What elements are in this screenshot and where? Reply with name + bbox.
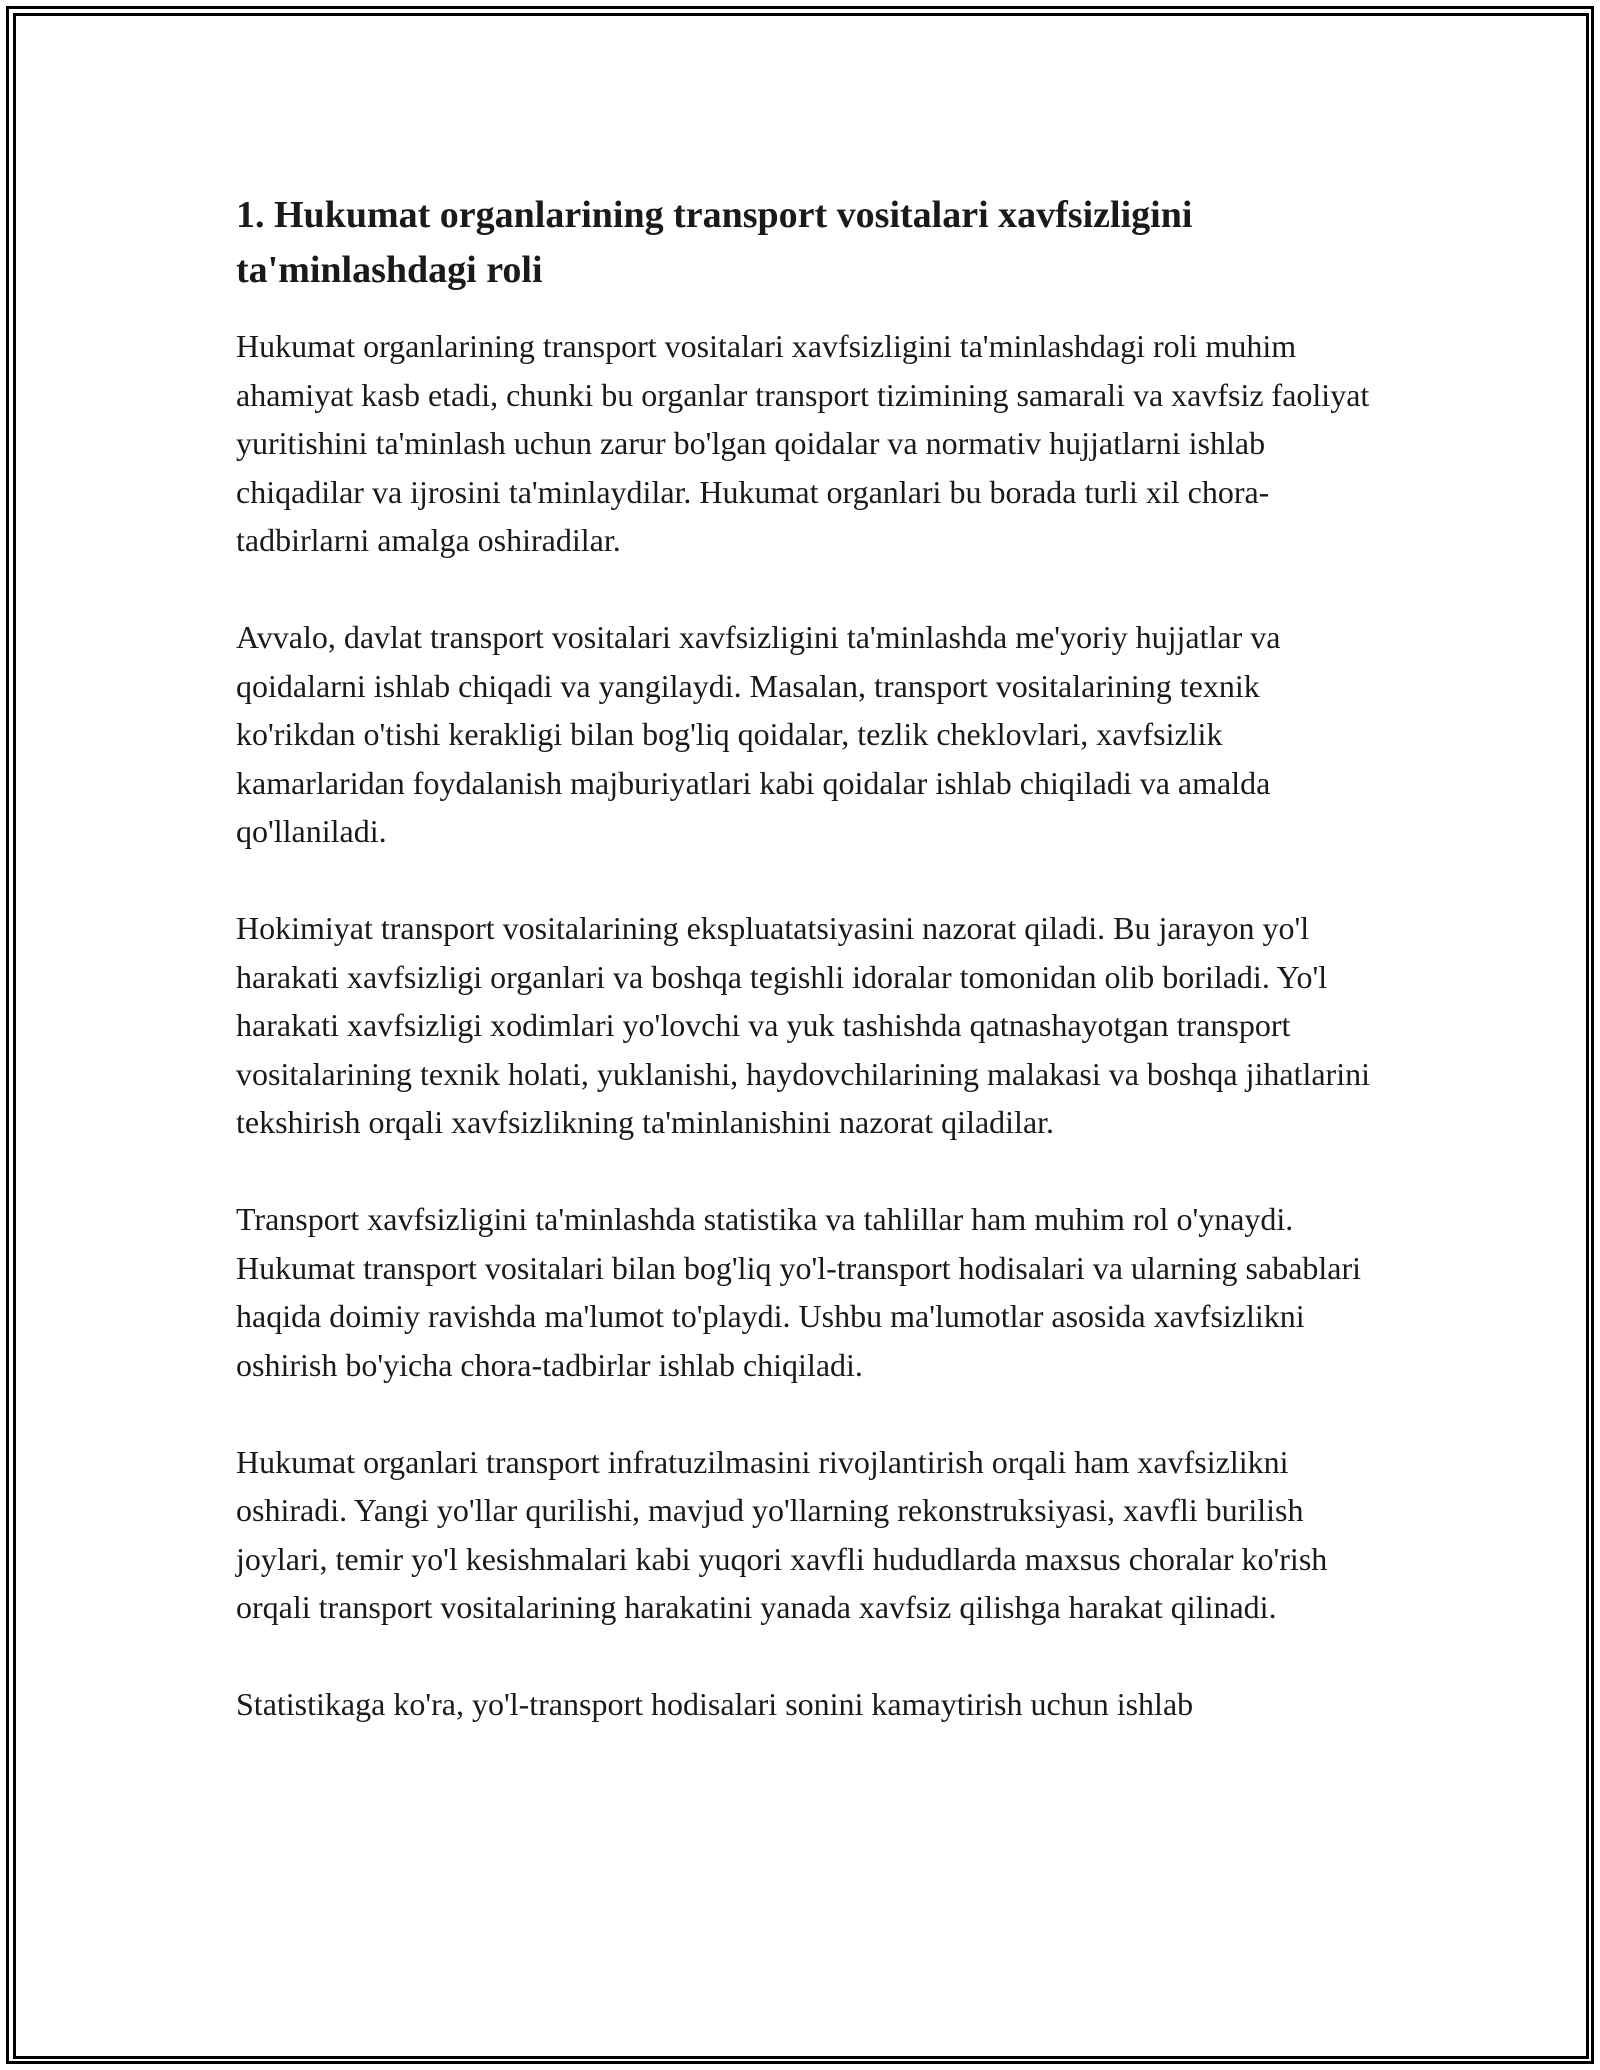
- paragraph-3: Hokimiyat transport vositalarining ekspluatatsiyasini nazorat qiladi. Bu jarayon yo'l harakati xavfsizligi organlari va boshqa tegishli idoralar tomonidan olib boriladi. Yo'l harakati xavfsizligi xodimlari yo'lovchi va yuk tashishda qatnashayotgan transport vositalarining texnik holati, yuklanishi, haydovchilarining malakasi va boshqa jihatlarini tekshirish orqali xavfsizlikning ta'minlanishini nazorat qiladilar.: [236, 910, 1370, 1140]
- document-body: [236, 188, 1386, 1777]
- paragraph-6: Statistikaga ko'ra, yo'l-transport hodisalari sonini kamaytirish uchun ishlab: [236, 1686, 1194, 1722]
- section-heading: 1. Hukumat organlarining transport vositalari xavfsizligini ta'minlashdagi roli: [236, 194, 1193, 291]
- paragraph-4: Transport xavfsizligini ta'minlashda statistika va tahlillar ham muhim rol o'ynaydi. Hukumat transport vositalari bilan bog'liq yo'l-transport hodisalari va ularning sabablari haqida doimiy ravishda ma'lumot to'playdi. Ushbu ma'lumotlar asosida xavfsizlikni oshirish bo'yicha chora-tadbirlar ishlab chiqiladi.: [236, 1201, 1362, 1383]
- paragraph-1: Hukumat organlarining transport vositalari xavfsizligini ta'minlashdagi roli muhim ahamiyat kasb etadi, chunki bu organlar transport tizimining samarali va xavfsiz faoliyat yuritishini ta'minlash uchun zarur bo'lgan qoidalar va normativ hujjatlarni ishlab chiqadilar va ijrosini ta'minlaydilar. Hukumat organlari bu borada turli xil chora-tadbirlarni amalga oshiradilar.: [236, 328, 1370, 558]
- paragraph-2: Avvalo, davlat transport vositalari xavfsizligini ta'minlashda me'yoriy hujjatlar va qoidalarni ishlab chiqadi va yangilaydi. Masalan, transport vositalarining texnik ko'rikdan o'tishi kerakligi bilan bog'liq qoidalar, tezlik cheklovlari, xavfsizlik kamarlaridan foydalanish majburiyatlari kabi qoidalar ishlab chiqiladi va amalda qo'llaniladi.: [236, 619, 1281, 849]
- paragraph-5: Hukumat organlari transport infratuzilmasini rivojlantirish orqali ham xavfsizlikni oshiradi. Yangi yo'llar qurilishi, mavjud yo'llarning rekonstruksiyasi, xavfli burilish joylari, temir yo'l kesishmalari kabi yuqori xavfli hududlarda maxsus choralar ko'rish orqali transport vositalarining harakatini yanada xavfsiz qilishga harakat qilinadi.: [236, 1443, 1328, 1625]
